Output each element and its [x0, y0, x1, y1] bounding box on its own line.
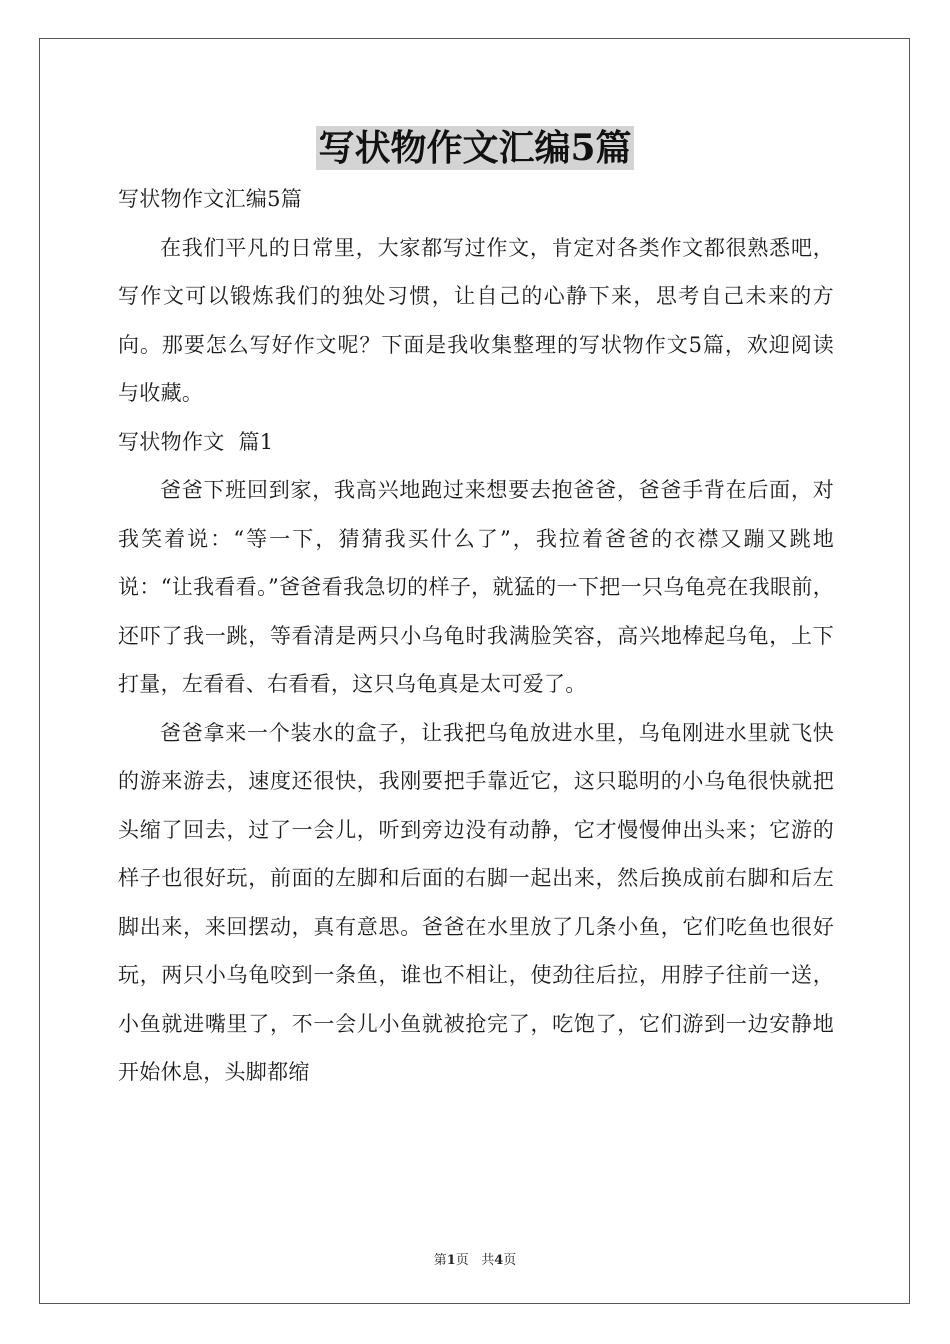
body-paragraph-2: 爸爸拿来一个装水的盒子，让我把乌龟放进水里，乌龟刚进水里就飞快的游来游去，速度还很快，我刚要把手靠近它，这只聪明的小乌龟很快就把头缩了回去，过了一会儿，听到旁边没有动静，它才慢慢伸出头来；它游的样子也很好玩，前面的左脚和后面的右脚一起出来，然后换成前右脚和后左脚出来，来回摆动，真有意思。爸爸在水里放了几条小鱼，它们吃鱼也很好玩，两只小乌龟咬到一条鱼，谁也不相让，使劲往后拉，用脖子往前一送，小鱼就进嘴里了，不一会儿小鱼就被抢完了，吃饱了，它们游到一边安静地开始休息，头脚都缩 [118, 720, 834, 1084]
footer-page-number: 1 [446, 1253, 456, 1268]
footer-total-prefix: 共 [481, 1253, 495, 1268]
section-heading: 写状物作文 篇1 [118, 429, 274, 454]
document-subtitle: 写状物作文汇编5篇 [118, 187, 303, 211]
footer-page-prefix: 第 [433, 1253, 447, 1268]
footer-total-pages: 4 [494, 1253, 504, 1268]
footer-total-suffix: 页 [503, 1253, 517, 1268]
document-title: 写状物作文汇编5篇 [318, 127, 632, 169]
title-container [0, 126, 950, 170]
page-footer [0, 1249, 950, 1268]
intro-paragraph: 在我们平凡的日常里，大家都写过作文，肯定对各类作文都很熟悉吧，写作文可以锻炼我们的独处习惯，让自己的心静下来，思考自己未来的方向。那要怎么写好作文呢？下面是我收集整理的写状物作文5篇，欢迎阅读与收藏。 [118, 235, 834, 405]
document-body [118, 175, 834, 1097]
footer-page-suffix: 页 [455, 1253, 469, 1268]
body-paragraph-1: 爸爸下班回到家，我高兴地跑过来想要去抱爸爸，爸爸手背在后面，对我笑着说：“等一下，猜猜我买什么了”，我拉着爸爸的衣襟又蹦又跳地说：“让我看看。”爸爸看我急切的样子，就猛的一下把一只乌龟亮在我眼前，还吓了我一跳，等看清是两只小乌龟时我满脸笑容，高兴地棒起乌龟，上下打量，左看看、右看看，这只乌龟真是太可爱了。 [118, 478, 834, 696]
